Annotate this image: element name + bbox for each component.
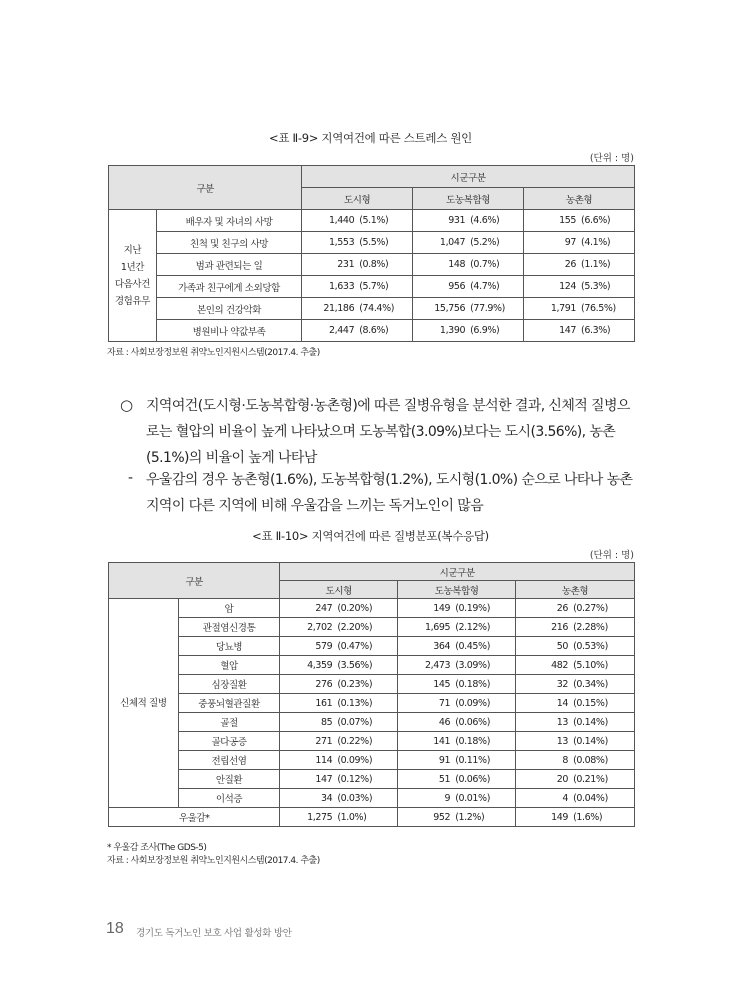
count-value: 46 [438, 716, 451, 728]
percent-value: (0.09%) [337, 754, 373, 766]
percent-value: (2.28%) [573, 621, 608, 633]
table1-caption: <표 Ⅱ-9> 지역여건에 따른 스트레스 원인 [268, 131, 472, 145]
count-value: 1,440 [329, 215, 355, 226]
count-value: 145 [433, 678, 451, 690]
count-value: 2,473 [425, 659, 451, 671]
body-paragraph: 지역여건(도시형·도농복합형·농촌형)에 따른 질병유형을 분석한 결과, 신체적 질병으로는 혈압의 비율이 높게 나타났으며 도농복합(3.09%)보다는 도시(3.56%), 농촌(5.1%)의 비율이 높게 나타남 [146, 398, 630, 466]
percent-value: (6.3%) [581, 325, 611, 336]
count-value: 1,633 [329, 281, 355, 292]
percent-value: (0.22%) [337, 735, 373, 747]
count-value: 13 [556, 716, 569, 728]
percent-value: (0.18%) [455, 678, 490, 690]
value-cell [398, 732, 516, 751]
count-value: 482 [551, 659, 569, 671]
value-cell [302, 210, 413, 232]
table2-note: * 우울감 조사(The GDS-5) [107, 843, 207, 853]
value-cell [398, 637, 516, 656]
value-cell [280, 637, 398, 656]
value-cell [413, 254, 524, 276]
percent-value: (5.10%) [573, 659, 608, 671]
count-value: 155 [559, 215, 577, 226]
value-cell [280, 675, 398, 694]
percent-value: (0.14%) [573, 735, 608, 747]
count-value: 161 [315, 697, 333, 709]
table2-caption: <표 Ⅱ-10> 지역여건에 따른 질병분포(복수응답) [252, 529, 489, 543]
percent-value: (1.1%) [581, 259, 611, 270]
value-cell [524, 210, 635, 232]
percent-value: (76.5%) [581, 303, 616, 314]
percent-value: (8.6%) [359, 325, 389, 336]
count-value: 2,447 [329, 325, 355, 336]
row-group-label: 지난 1년간 다음사건 경험유무 [109, 210, 157, 342]
value-cell [280, 694, 398, 713]
table1-col-header: 도시형 [302, 188, 413, 210]
count-value: 97 [564, 237, 577, 248]
table-row [109, 675, 635, 694]
count-value: 13 [556, 735, 569, 747]
dash-marker: - [128, 470, 134, 486]
value-cell [516, 789, 635, 808]
value-cell [398, 770, 516, 789]
count-value: 141 [433, 735, 451, 747]
row-label: 가족과 친구에게 소외당함 [156, 276, 301, 298]
percent-value: (1.6%) [573, 811, 603, 823]
count-value: 1,791 [550, 303, 577, 314]
value-cell [413, 276, 524, 298]
table2-header-group: 시군구분 [280, 563, 635, 581]
count-value: 1,047 [439, 237, 466, 248]
body-sub-paragraph: 우울감의 경우 농촌형(1.6%), 도농복합형(1.2%), 도시형(1.0%) 순으로 나타나 농촌지역이 다른 지역에 비해 우울감을 느끼는 독거노인이 많음 [146, 472, 633, 514]
table-row [109, 232, 635, 254]
percent-value: (0.7%) [470, 259, 500, 270]
table1-header-gubun: 구분 [109, 166, 302, 210]
count-value: 9 [444, 792, 451, 804]
row-label: 본인의 건강악화 [156, 298, 301, 320]
percent-value: (6.9%) [470, 325, 500, 336]
table2-source: 자료 : 사회보장정보원 취약노인지원시스템(2017.4. 추출) [107, 856, 320, 866]
count-value: 21,186 [323, 303, 355, 314]
value-cell [280, 656, 398, 675]
value-cell [516, 770, 635, 789]
table1-col-header: 농촌형 [524, 188, 635, 210]
value-cell [516, 694, 635, 713]
value-cell [516, 656, 635, 675]
percent-value: (0.19%) [455, 602, 490, 614]
count-value: 114 [315, 754, 333, 766]
row-label: 안질환 [178, 770, 280, 789]
table-row [109, 210, 635, 232]
table-row [109, 637, 635, 656]
count-value: 231 [337, 259, 355, 270]
table2-col-header: 도농복합형 [398, 581, 516, 599]
table-row [109, 770, 635, 789]
row-label: 전립선염 [178, 751, 280, 770]
percent-value: (0.13%) [337, 697, 373, 709]
value-cell [413, 298, 524, 320]
percent-value: (3.56%) [337, 659, 373, 671]
table-row [109, 320, 635, 342]
value-cell [413, 210, 524, 232]
percent-value: (77.9%) [470, 303, 505, 314]
percent-value: (0.12%) [337, 773, 373, 785]
percent-value: (0.53%) [573, 640, 608, 652]
count-value: 956 [448, 281, 466, 292]
count-value: 26 [564, 259, 577, 270]
count-value: 1,275 [307, 811, 333, 823]
count-value: 2,702 [307, 621, 333, 633]
value-cell [524, 254, 635, 276]
row-label: 혈압 [178, 656, 280, 675]
value-cell [280, 599, 398, 618]
page-number: 18 [106, 920, 124, 937]
percent-value: (2.12%) [455, 621, 490, 633]
table-row [109, 789, 635, 808]
percent-value: (1.0%) [337, 811, 367, 823]
percent-value: (5.2%) [470, 237, 500, 248]
row-label: 범과 관련되는 일 [156, 254, 301, 276]
count-value: 124 [559, 281, 577, 292]
row-label: 골다공증 [178, 732, 280, 751]
count-value: 50 [556, 640, 569, 652]
value-cell [516, 618, 635, 637]
count-value: 147 [559, 325, 577, 336]
percent-value: (0.14%) [573, 716, 608, 728]
value-cell [524, 232, 635, 254]
table2-col-header: 도시형 [280, 581, 398, 599]
percent-value: (0.06%) [455, 716, 490, 728]
percent-value: (0.20%) [337, 602, 373, 614]
table1-col-header: 도농복합형 [413, 188, 524, 210]
table-row [109, 254, 635, 276]
value-cell [516, 713, 635, 732]
value-cell [398, 618, 516, 637]
row-label: 중풍뇌혈관질환 [178, 694, 280, 713]
table-row [109, 656, 635, 675]
count-value: 216 [551, 621, 569, 633]
count-value: 8 [562, 754, 569, 766]
percent-value: (4.7%) [470, 281, 500, 292]
count-value: 20 [556, 773, 569, 785]
count-value: 931 [448, 215, 466, 226]
percent-value: (0.01%) [455, 792, 490, 804]
count-value: 51 [438, 773, 451, 785]
count-value: 364 [433, 640, 451, 652]
row-label: 심장질환 [178, 675, 280, 694]
value-cell [302, 254, 413, 276]
row-label: 당뇨병 [178, 637, 280, 656]
percent-value: (0.34%) [573, 678, 608, 690]
row-group-label: 신체적 질병 [109, 599, 179, 808]
count-value: 271 [315, 735, 333, 747]
total-row-label: 우울감* [109, 808, 280, 827]
percent-value: (0.47%) [337, 640, 373, 652]
value-cell [516, 808, 635, 827]
percent-value: (0.21%) [573, 773, 608, 785]
count-value: 1,695 [425, 621, 451, 633]
percent-value: (4.1%) [581, 237, 611, 248]
percent-value: (0.27%) [573, 602, 608, 614]
value-cell [398, 599, 516, 618]
table-row [109, 751, 635, 770]
count-value: 85 [321, 716, 333, 728]
value-cell [516, 637, 635, 656]
row-label: 관절염신경통 [178, 618, 280, 637]
row-label: 이석증 [178, 789, 280, 808]
table-row [109, 276, 635, 298]
footer-title: 경기도 독거노인 보호 사업 활성화 방안 [136, 928, 292, 939]
count-value: 952 [433, 811, 451, 823]
count-value: 4 [562, 792, 569, 804]
table1-header-group: 시군구분 [302, 166, 635, 188]
table-row [109, 694, 635, 713]
table2 [108, 562, 635, 827]
value-cell [516, 599, 635, 618]
percent-value: (4.6%) [470, 215, 500, 226]
percent-value: (0.08%) [573, 754, 608, 766]
count-value: 1,390 [439, 325, 466, 336]
table-row [109, 732, 635, 751]
value-cell [524, 276, 635, 298]
percent-value: (5.5%) [359, 237, 389, 248]
row-label: 병원비나 약값부족 [156, 320, 301, 342]
table2-header-gubun: 구분 [109, 563, 280, 599]
row-label: 친척 및 친구의 사망 [156, 232, 301, 254]
value-cell [302, 320, 413, 342]
value-cell [398, 808, 516, 827]
percent-value: (74.4%) [359, 303, 395, 314]
value-cell [413, 232, 524, 254]
table2-unit: (단위 : 명) [589, 550, 634, 561]
value-cell [302, 276, 413, 298]
percent-value: (0.11%) [455, 754, 490, 766]
value-cell [524, 298, 635, 320]
bullet-marker: ○ [120, 396, 134, 414]
percent-value: (0.23%) [337, 678, 373, 690]
count-value: 579 [315, 640, 333, 652]
percent-value: (6.6%) [581, 215, 611, 226]
count-value: 91 [438, 754, 451, 766]
count-value: 71 [438, 697, 451, 709]
percent-value: (5.7%) [359, 281, 389, 292]
row-label: 배우자 및 자녀의 사망 [156, 210, 301, 232]
value-cell [302, 298, 413, 320]
value-cell [280, 770, 398, 789]
count-value: 149 [551, 811, 569, 823]
total-row [109, 808, 635, 827]
count-value: 32 [556, 678, 569, 690]
count-value: 148 [448, 259, 466, 270]
value-cell [280, 713, 398, 732]
value-cell [302, 232, 413, 254]
value-cell [398, 694, 516, 713]
percent-value: (0.06%) [455, 773, 490, 785]
percent-value: (0.15%) [573, 697, 608, 709]
percent-value: (0.04%) [573, 792, 608, 804]
percent-value: (0.09%) [455, 697, 490, 709]
value-cell [524, 320, 635, 342]
table1-unit: (단위 : 명) [589, 153, 634, 164]
row-label: 골절 [178, 713, 280, 732]
value-cell [280, 618, 398, 637]
value-cell [516, 751, 635, 770]
value-cell [413, 320, 524, 342]
value-cell [398, 675, 516, 694]
value-cell [398, 789, 516, 808]
count-value: 34 [321, 792, 333, 804]
value-cell [280, 732, 398, 751]
percent-value: (3.09%) [455, 659, 490, 671]
table-row [109, 298, 635, 320]
count-value: 15,756 [434, 303, 466, 314]
percent-value: (2.20%) [337, 621, 373, 633]
percent-value: (1.2%) [455, 811, 485, 823]
row-label: 암 [178, 599, 280, 618]
percent-value: (5.3%) [581, 281, 611, 292]
table-row [109, 618, 635, 637]
table-row [109, 599, 635, 618]
count-value: 247 [315, 602, 333, 614]
table1-source: 자료 : 사회보장정보원 취약노인지원시스템(2017.4. 추출) [107, 348, 320, 358]
count-value: 149 [433, 602, 451, 614]
count-value: 276 [315, 678, 333, 690]
percent-value: (0.18%) [455, 735, 490, 747]
value-cell [516, 675, 635, 694]
value-cell [280, 789, 398, 808]
value-cell [398, 751, 516, 770]
count-value: 14 [556, 697, 569, 709]
percent-value: (5.1%) [359, 215, 389, 226]
table1 [108, 165, 635, 342]
value-cell [398, 713, 516, 732]
count-value: 26 [556, 602, 569, 614]
percent-value: (0.07%) [337, 716, 373, 728]
percent-value: (0.03%) [337, 792, 373, 804]
table2-col-header: 농촌형 [516, 581, 635, 599]
percent-value: (0.8%) [359, 259, 389, 270]
value-cell [280, 808, 398, 827]
value-cell [516, 732, 635, 751]
count-value: 147 [315, 773, 333, 785]
table-row [109, 713, 635, 732]
percent-value: (0.45%) [455, 640, 490, 652]
count-value: 1,553 [329, 237, 355, 248]
value-cell [280, 751, 398, 770]
count-value: 4,359 [307, 659, 333, 671]
value-cell [398, 656, 516, 675]
